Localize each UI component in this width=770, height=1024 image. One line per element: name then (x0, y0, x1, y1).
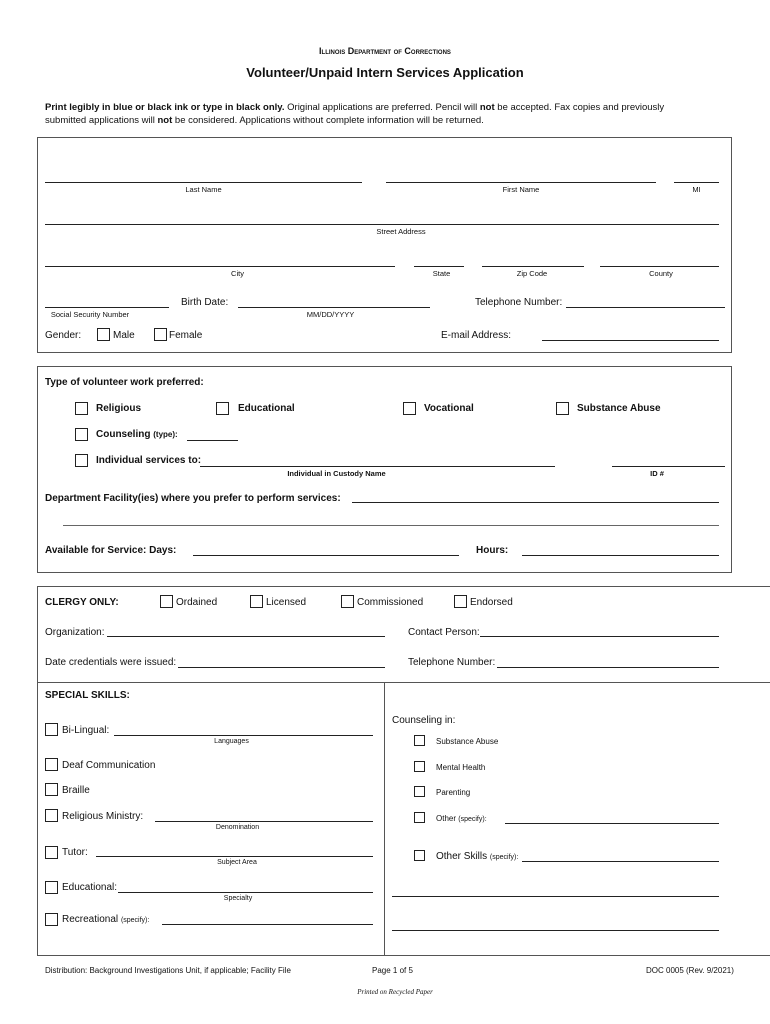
clergy-heading: CLERGY ONLY: (45, 597, 119, 608)
c-other-specify-text: (specify): (458, 816, 487, 823)
other-skills-field-2[interactable] (392, 896, 719, 897)
gender-label: Gender: (45, 330, 82, 341)
individual-name-field[interactable] (200, 466, 555, 467)
c-mental-health-label: Mental Health (436, 763, 486, 772)
vocational-checkbox[interactable] (403, 402, 416, 415)
religious-ministry-checkbox[interactable] (45, 809, 58, 822)
instructions-not-1: not (479, 102, 495, 113)
clergy-telephone-label: Telephone Number: (408, 657, 496, 668)
educational-skill-checkbox[interactable] (45, 881, 58, 894)
birth-date-format: MM/DD/YYYY (306, 310, 355, 319)
email-label: E-mail Address: (441, 330, 512, 341)
licensed-label: Licensed (266, 597, 307, 608)
tutor-field[interactable] (96, 856, 373, 857)
c-other-field[interactable] (505, 823, 719, 824)
city-field[interactable] (45, 266, 395, 267)
facility-label: Department Facility(ies) where you prefer to perform services: (45, 493, 341, 504)
counseling-checkbox[interactable] (75, 428, 88, 441)
footer-distribution: Distribution: Background Investigations Unit, if applicable; Facility File (45, 966, 291, 975)
last-name-field[interactable] (45, 182, 362, 183)
c-parenting-checkbox[interactable] (414, 786, 425, 797)
first-name-field[interactable] (386, 182, 656, 183)
counseling-label (96, 429, 178, 440)
c-mental-health-checkbox[interactable] (414, 761, 425, 772)
birth-date-field[interactable] (238, 307, 430, 308)
recreational-label (62, 914, 149, 925)
male-label: Male (113, 330, 135, 341)
email-field[interactable] (542, 340, 719, 341)
endorsed-label: Endorsed (470, 597, 513, 608)
commissioned-label: Commissioned (357, 597, 424, 608)
female-label: Female (169, 330, 203, 341)
instructions-text-2: be accepted. Fax copies and previously (494, 102, 665, 113)
other-skills-field-3[interactable] (392, 930, 719, 931)
organization-field[interactable] (107, 636, 385, 637)
ssn-label: Social Security Number (50, 310, 130, 319)
instructions-not-2: not (157, 115, 173, 126)
organization-label: Organization: (45, 627, 105, 638)
c-parenting-label: Parenting (436, 788, 471, 797)
skills-column-divider (384, 682, 385, 956)
bilingual-label: Bi-Lingual: (62, 725, 110, 736)
religious-label: Religious (96, 403, 142, 414)
footer-recycled: Printed on Recycled Paper (357, 988, 433, 996)
id-field[interactable] (612, 466, 725, 467)
counseling-text: Counseling (96, 429, 151, 440)
clergy-telephone-field[interactable] (497, 667, 719, 668)
educational-label: Educational (238, 403, 295, 414)
educational-checkbox[interactable] (216, 402, 229, 415)
department-name: Illinois Department of Corrections (319, 46, 451, 56)
other-skills-field-1[interactable] (522, 861, 719, 862)
religious-ministry-label: Religious Ministry: (62, 811, 144, 822)
vocational-label: Vocational (424, 403, 474, 414)
c-other-label (436, 814, 487, 823)
days-field[interactable] (193, 555, 459, 556)
date-issued-label: Date credentials were issued: (45, 657, 177, 668)
female-checkbox[interactable] (154, 328, 167, 341)
recreational-field[interactable] (162, 924, 373, 925)
instructions-text-4: be considered. Applications without complete information will be returned. (172, 115, 484, 126)
instructions (45, 101, 745, 127)
county-field[interactable] (600, 266, 719, 267)
endorsed-checkbox[interactable] (454, 595, 467, 608)
first-name-label: First Name (502, 185, 540, 194)
educational-skill-field[interactable] (118, 892, 373, 893)
c-other-checkbox[interactable] (414, 812, 425, 823)
footer-page-number: Page 1 of 5 (372, 966, 413, 975)
skills-heading: SPECIAL SKILLS: (45, 690, 130, 701)
recreational-specify-text: (specify): (120, 917, 150, 924)
tutor-label: Tutor: (62, 847, 88, 858)
ordained-checkbox[interactable] (160, 595, 173, 608)
facility-field-2[interactable] (63, 525, 719, 526)
male-checkbox[interactable] (97, 328, 110, 341)
licensed-checkbox[interactable] (250, 595, 263, 608)
counseling-type-field[interactable] (187, 440, 238, 441)
commissioned-checkbox[interactable] (341, 595, 354, 608)
personal-info-section (37, 137, 732, 353)
instructions-text-1: Original applications are preferred. Pencil will (284, 102, 480, 113)
street-address-label: Street Address (376, 227, 426, 236)
substance-abuse-checkbox[interactable] (556, 402, 569, 415)
form-title: Volunteer/Unpaid Intern Services Application (246, 65, 524, 80)
state-label: State (432, 269, 451, 278)
footer-doc-number: DOC 0005 (Rev. 9/2021) (646, 966, 734, 975)
individual-services-label: Individual services to: (96, 455, 202, 466)
id-caption: ID # (650, 469, 664, 478)
bilingual-checkbox[interactable] (45, 723, 58, 736)
c-substance-checkbox[interactable] (414, 735, 425, 746)
substance-abuse-label: Substance Abuse (577, 403, 661, 414)
state-field[interactable] (414, 266, 464, 267)
other-skills-checkbox[interactable] (414, 850, 425, 861)
c-other-text: Other (436, 814, 457, 823)
hours-label: Hours: (476, 545, 509, 556)
religious-ministry-field[interactable] (155, 821, 373, 822)
other-skills-specify-text: (specify): (489, 854, 519, 861)
counseling-in-label: Counseling in: (392, 715, 456, 726)
deaf-communication-checkbox[interactable] (45, 758, 58, 771)
tutor-checkbox[interactable] (45, 846, 58, 859)
contact-person-label: Contact Person: (408, 627, 480, 638)
instructions-bold: Print legibly in blue or black ink or type in black only. (45, 102, 285, 113)
zip-label: Zip Code (516, 269, 548, 278)
deaf-communication-label: Deaf Communication (62, 760, 156, 771)
date-issued-field[interactable] (178, 667, 385, 668)
available-days-label: Available for Service: Days: (45, 545, 177, 556)
other-skills-text: Other Skills (436, 851, 488, 862)
street-address-field[interactable] (45, 224, 719, 225)
religious-checkbox[interactable] (75, 402, 88, 415)
hours-field[interactable] (522, 555, 719, 556)
specialty-caption: Specialty (223, 895, 253, 902)
recreational-text: Recreational (62, 914, 119, 925)
bilingual-field[interactable] (114, 735, 373, 736)
recreational-checkbox[interactable] (45, 913, 58, 926)
mi-field[interactable] (674, 182, 719, 183)
c-substance-label: Substance Abuse (436, 737, 499, 746)
zip-field[interactable] (482, 266, 584, 267)
city-label: City (231, 269, 244, 278)
denomination-caption: Denomination (215, 824, 260, 831)
educational-skill-label: Educational: (62, 882, 118, 893)
telephone-field[interactable] (566, 307, 725, 308)
mi-label: MI (692, 185, 701, 194)
contact-person-field[interactable] (480, 636, 719, 637)
birth-date-label: Birth Date: (181, 297, 229, 308)
facility-field-1[interactable] (352, 502, 719, 503)
individual-name-caption: Individual in Custody Name (287, 469, 386, 478)
other-skills-label (436, 851, 518, 862)
subject-area-caption: Subject Area (217, 859, 257, 866)
work-heading: Type of volunteer work preferred: (45, 377, 204, 388)
braille-checkbox[interactable] (45, 783, 58, 796)
telephone-label: Telephone Number: (475, 297, 563, 308)
languages-caption: Languages (214, 738, 249, 745)
ssn-field[interactable] (45, 307, 169, 308)
ordained-label: Ordained (176, 597, 218, 608)
counseling-type-text: (type): (153, 430, 178, 439)
last-name-label: Last Name (185, 185, 222, 194)
braille-label: Braille (62, 785, 90, 796)
individual-services-checkbox[interactable] (75, 454, 88, 467)
skills-divider (37, 682, 770, 683)
instructions-text-3: submitted applications will (45, 115, 158, 126)
county-label: County (649, 269, 673, 278)
